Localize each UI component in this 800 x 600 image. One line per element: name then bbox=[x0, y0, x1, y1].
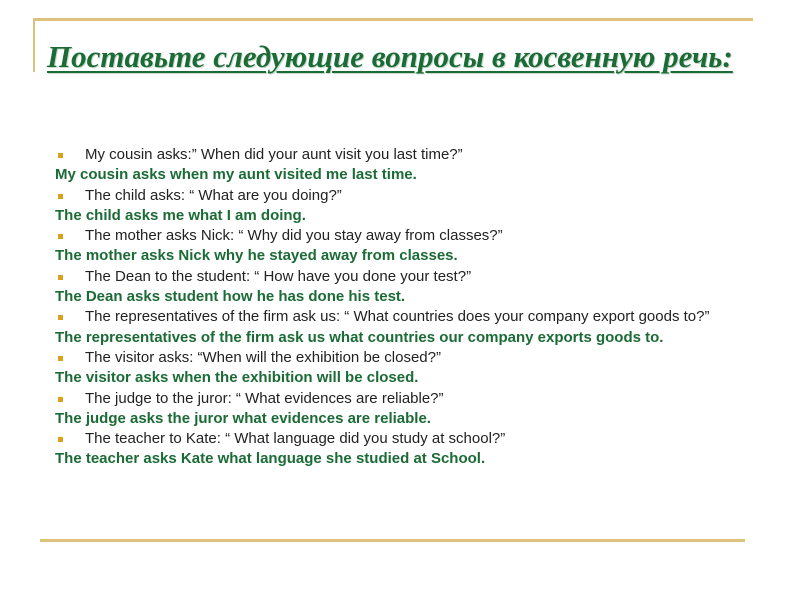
question-text: The teacher to Kate: “ What language did you study at school?” bbox=[85, 430, 506, 448]
question-item bbox=[55, 429, 755, 449]
bottom-divider bbox=[40, 539, 745, 542]
question-item bbox=[55, 145, 755, 165]
question-text: The visitor asks: “When will the exhibition be closed?” bbox=[85, 348, 441, 366]
top-divider bbox=[33, 18, 753, 21]
answer-text: My cousin asks when my aunt visited me last time. bbox=[55, 166, 417, 184]
bullet-icon bbox=[58, 315, 63, 320]
left-accent-line bbox=[33, 18, 35, 72]
question-text: The child asks: “ What are you doing?” bbox=[85, 186, 342, 204]
question-text: My cousin asks:” When did your aunt visit you last time?” bbox=[85, 146, 463, 163]
answer-text: The mother asks Nick why he stayed away from classes. bbox=[55, 247, 458, 265]
question-text: The Dean to the student: “ How have you done your test?” bbox=[85, 267, 472, 285]
question-item bbox=[55, 267, 755, 287]
answer-text: The representatives of the firm ask us what countries our company exports goods to. bbox=[55, 328, 664, 346]
answer-text: The visitor asks when the exhibition will be closed. bbox=[55, 369, 419, 387]
answer-text: The Dean asks student how he has done his test. bbox=[55, 288, 406, 306]
question-item bbox=[55, 226, 755, 246]
bullet-icon bbox=[58, 356, 63, 361]
question-text: The judge to the juror: “ What evidences are reliable?” bbox=[85, 389, 444, 407]
bullet-icon bbox=[58, 234, 63, 239]
bullet-icon bbox=[58, 194, 63, 199]
bullet-icon bbox=[58, 153, 63, 158]
answer-text: The teacher asks Kate what language she studied at School. bbox=[55, 450, 486, 468]
slide-body bbox=[55, 145, 755, 470]
answer-text: The child asks me what I am doing. bbox=[55, 206, 306, 224]
question-item bbox=[55, 186, 755, 206]
question-text: The representatives of the firm ask us: “ What countries does your company export goods to?” bbox=[85, 308, 710, 326]
question-item bbox=[55, 389, 755, 409]
bullet-icon bbox=[58, 275, 63, 280]
bullet-icon bbox=[58, 437, 63, 442]
bullet-icon bbox=[58, 397, 63, 402]
question-text: The mother asks Nick: “ Why did you stay away from classes?” bbox=[85, 227, 503, 245]
question-item bbox=[55, 307, 755, 327]
answer-text: The judge asks the juror what evidences are reliable. bbox=[55, 409, 431, 427]
slide-title: Поставьте следующие вопросы в косвенную речь: bbox=[47, 39, 733, 74]
question-item bbox=[55, 348, 755, 368]
